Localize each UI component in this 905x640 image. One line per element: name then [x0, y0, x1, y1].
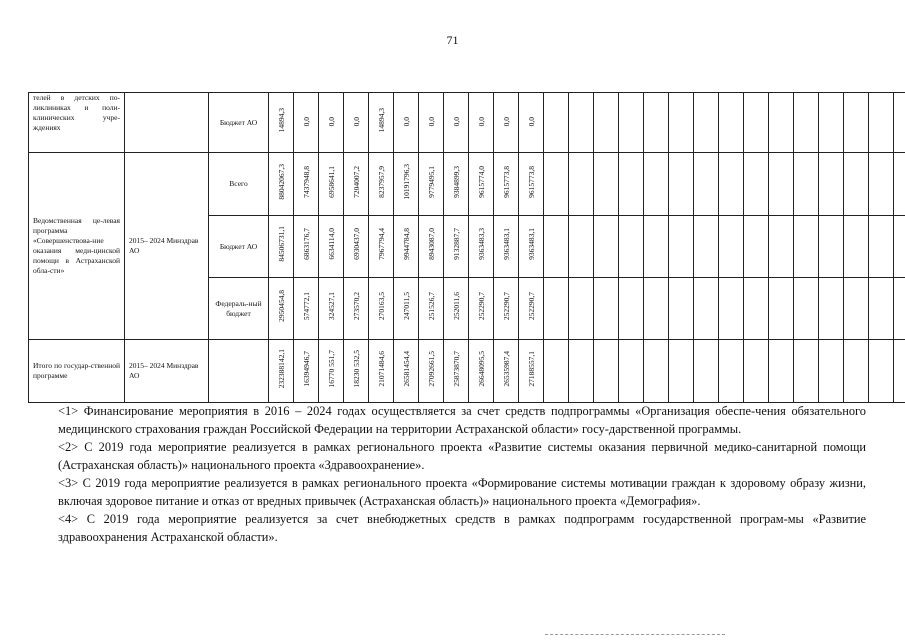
- value-cell: 0,0: [344, 93, 369, 153]
- value-cell: 84506731,1: [269, 216, 294, 278]
- empty-cell: [544, 153, 569, 216]
- scan-artifact: [545, 634, 725, 636]
- value-cell: 251526,7: [419, 278, 444, 340]
- value-cell: 6863176,7: [294, 216, 319, 278]
- activity-description: телей в детских по-ликлиниках и поли-клинических учре-ждениях: [29, 93, 125, 153]
- value-cell: 7204007,2: [344, 153, 369, 216]
- footnote: <3> С 2019 года мероприятие реализуется в рамках регионального проекта «Формирование системы мотивации граждан к здоровому образу жизни, включая здоровое питание и отказ от вредных привычек (Астраханская область)» национального проекта «Демография».: [58, 476, 866, 508]
- empty-cell: [619, 278, 644, 340]
- empty-cell: [669, 216, 694, 278]
- value-cell: 9779495,1: [419, 153, 444, 216]
- value-cell: 0,0: [444, 93, 469, 153]
- funding-source: Бюджет АО: [209, 93, 269, 153]
- empty-cell: [694, 216, 719, 278]
- empty-cell: [594, 278, 619, 340]
- empty-cell: [619, 216, 644, 278]
- empty-cell: [569, 216, 594, 278]
- empty-cell: [719, 93, 744, 153]
- value-cell: 10191796,3: [394, 153, 419, 216]
- value-cell: 6958641,1: [319, 153, 344, 216]
- empty-cell: [869, 340, 894, 403]
- term-cell: 2015– 2024 Минздрав АО: [125, 340, 209, 403]
- term-cell: [125, 93, 209, 153]
- empty-cell: [644, 340, 669, 403]
- value-cell: 273570,2: [344, 278, 369, 340]
- value-cell: 9615773,8: [494, 153, 519, 216]
- empty-cell: [794, 93, 819, 153]
- value-cell: 247011,5: [394, 278, 419, 340]
- footnote: <1> Финансирование мероприятия в 2016 – 2024 годах осуществляется за счет средств подпрограммы «Организация обеспе-чения обязательного медицинского страхования граждан Российской Федерации на территории Астраханской области» госу-дарственной программы.: [58, 404, 866, 436]
- table-row: [29, 340, 905, 403]
- table-row: [29, 93, 905, 153]
- funding-source: Федераль-ный бюджет: [209, 278, 269, 340]
- empty-cell: [619, 93, 644, 153]
- empty-cell: [869, 278, 894, 340]
- footnotes: [58, 402, 866, 546]
- empty-cell: [869, 93, 894, 153]
- value-cell: 9132887,7: [444, 216, 469, 278]
- empty-cell: [894, 93, 905, 153]
- value-cell: 9363483,1: [494, 216, 519, 278]
- value-cell: 252011,6: [444, 278, 469, 340]
- empty-cell: [844, 153, 869, 216]
- value-cell: 6930437,0: [344, 216, 369, 278]
- value-cell: 7437948,8: [294, 153, 319, 216]
- empty-cell: [744, 216, 769, 278]
- value-cell: 88042067,3: [269, 153, 294, 216]
- value-cell: 270163,5: [369, 278, 394, 340]
- value-cell: 2950454,8: [269, 278, 294, 340]
- empty-cell: [569, 278, 594, 340]
- empty-cell: [694, 93, 719, 153]
- empty-cell: [819, 216, 844, 278]
- page-number: 71: [446, 33, 459, 47]
- funding-source: [209, 340, 269, 403]
- activity-description: Ведомственная це-левая программа «Совершенствова-ние оказания меди-цинской помощи в Астраханской обла-сти»: [29, 153, 125, 340]
- value-cell: 0,0: [519, 93, 544, 153]
- empty-cell: [894, 153, 905, 216]
- value-cell: 6634114,0: [319, 216, 344, 278]
- empty-cell: [744, 93, 769, 153]
- value-cell: 27188557,1: [519, 340, 544, 403]
- empty-cell: [819, 278, 844, 340]
- value-cell: 16770 551,7: [319, 340, 344, 403]
- empty-cell: [794, 153, 819, 216]
- empty-cell: [544, 216, 569, 278]
- empty-cell: [544, 340, 569, 403]
- empty-cell: [794, 278, 819, 340]
- empty-cell: [644, 278, 669, 340]
- empty-cell: [694, 153, 719, 216]
- empty-cell: [894, 216, 905, 278]
- empty-cell: [744, 153, 769, 216]
- value-cell: 0,0: [319, 93, 344, 153]
- empty-cell: [569, 93, 594, 153]
- value-cell: 26535987,4: [494, 340, 519, 403]
- value-cell: 9363483,1: [519, 216, 544, 278]
- value-cell: 252290,7: [494, 278, 519, 340]
- value-cell: 9944784,8: [394, 216, 419, 278]
- value-cell: 9615774,0: [469, 153, 494, 216]
- value-cell: 14894,3: [369, 93, 394, 153]
- value-cell: 574772,1: [294, 278, 319, 340]
- empty-cell: [844, 93, 869, 153]
- footnote: <2> С 2019 года мероприятие реализуется в рамках регионального проекта «Развитие системы оказания первичной медико-санитарной помощи (Астраханская область)» национального проекта «Здравоохранение».: [58, 440, 866, 472]
- value-cell: 252290,7: [469, 278, 494, 340]
- value-cell: 14894,3: [269, 93, 294, 153]
- empty-cell: [669, 153, 694, 216]
- empty-cell: [769, 93, 794, 153]
- empty-cell: [644, 93, 669, 153]
- value-cell: 16394946,7: [294, 340, 319, 403]
- value-cell: 0,0: [419, 93, 444, 153]
- empty-cell: [569, 340, 594, 403]
- empty-cell: [669, 340, 694, 403]
- empty-cell: [894, 340, 905, 403]
- empty-cell: [769, 153, 794, 216]
- value-cell: 8237957,9: [369, 153, 394, 216]
- empty-cell: [744, 278, 769, 340]
- value-cell: 7967794,4: [369, 216, 394, 278]
- empty-cell: [844, 278, 869, 340]
- table-row: [29, 153, 905, 216]
- activity-description: Итого по государ-ственной программе: [29, 340, 125, 403]
- empty-cell: [619, 153, 644, 216]
- empty-cell: [619, 340, 644, 403]
- empty-cell: [594, 340, 619, 403]
- value-cell: 232388142,1: [269, 340, 294, 403]
- value-cell: 9363483,3: [469, 216, 494, 278]
- empty-cell: [594, 153, 619, 216]
- value-cell: 0,0: [494, 93, 519, 153]
- funding-source: Всего: [209, 153, 269, 216]
- empty-cell: [844, 340, 869, 403]
- empty-cell: [844, 216, 869, 278]
- empty-cell: [544, 93, 569, 153]
- empty-cell: [644, 153, 669, 216]
- empty-cell: [544, 278, 569, 340]
- empty-cell: [694, 340, 719, 403]
- empty-cell: [569, 153, 594, 216]
- value-cell: 21071484,6: [369, 340, 394, 403]
- value-cell: 26648095,5: [469, 340, 494, 403]
- empty-cell: [769, 340, 794, 403]
- value-cell: 0,0: [394, 93, 419, 153]
- empty-cell: [769, 216, 794, 278]
- empty-cell: [719, 340, 744, 403]
- value-cell: 8943087,0: [419, 216, 444, 278]
- empty-cell: [644, 216, 669, 278]
- empty-cell: [869, 153, 894, 216]
- value-cell: 0,0: [469, 93, 494, 153]
- empty-cell: [669, 93, 694, 153]
- empty-cell: [769, 278, 794, 340]
- budget-table: [28, 92, 905, 403]
- footnote: <4> С 2019 года мероприятие реализуется за счет внебюджетных средств в рамках подпрограмм государственной програм-мы «Развитие здравоохранения Астраханской области».: [58, 512, 866, 544]
- value-cell: 252290,7: [519, 278, 544, 340]
- empty-cell: [744, 340, 769, 403]
- empty-cell: [594, 93, 619, 153]
- value-cell: 9615773,8: [519, 153, 544, 216]
- value-cell: 324527,1: [319, 278, 344, 340]
- value-cell: 26581454,4: [394, 340, 419, 403]
- empty-cell: [719, 216, 744, 278]
- empty-cell: [819, 340, 844, 403]
- funding-source: Бюджет АО: [209, 216, 269, 278]
- empty-cell: [719, 278, 744, 340]
- empty-cell: [794, 216, 819, 278]
- value-cell: 0,0: [294, 93, 319, 153]
- empty-cell: [794, 340, 819, 403]
- empty-cell: [669, 278, 694, 340]
- empty-cell: [894, 278, 905, 340]
- value-cell: 25873870,7: [444, 340, 469, 403]
- empty-cell: [694, 278, 719, 340]
- term-cell: 2015– 2024 Минздрав АО: [125, 153, 209, 340]
- value-cell: 27092661,5: [419, 340, 444, 403]
- empty-cell: [819, 153, 844, 216]
- empty-cell: [594, 216, 619, 278]
- value-cell: 18230 532,5: [344, 340, 369, 403]
- empty-cell: [869, 216, 894, 278]
- empty-cell: [819, 93, 844, 153]
- value-cell: 9384899,3: [444, 153, 469, 216]
- empty-cell: [719, 153, 744, 216]
